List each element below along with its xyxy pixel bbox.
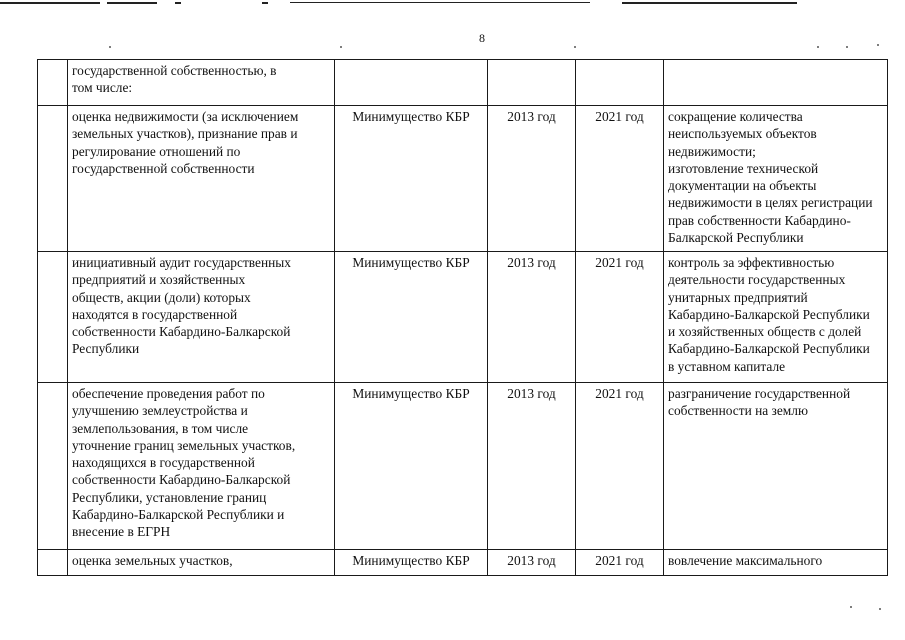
scan-speck: [574, 46, 576, 48]
result-line: документации на объекты: [668, 178, 817, 194]
scan-speck: [846, 46, 848, 48]
result-line: неиспользуемых объектов: [668, 126, 817, 142]
page-number: 8: [479, 31, 485, 45]
description-line: улучшению землеустройства и: [72, 403, 248, 419]
description-cell: [68, 252, 335, 383]
table-row: [38, 550, 888, 576]
description-line: предприятий и хозяйственных: [72, 272, 246, 288]
description-line: том числе:: [72, 80, 133, 96]
scan-speck: [340, 46, 342, 48]
result-cell: [664, 106, 888, 252]
result-line: и хозяйственных обществ с долей: [668, 324, 862, 340]
scan-line: [622, 2, 797, 4]
result-cell: [664, 60, 888, 106]
scan-speck: [109, 46, 111, 48]
end-year-cell: 2021 год: [576, 252, 664, 383]
start-year-cell: 2013 год: [488, 383, 576, 550]
start-year-cell: 2013 год: [488, 550, 576, 576]
description-line: обществ, акции (доли) которых: [72, 289, 251, 305]
result-line: контроль за эффективностью: [668, 255, 835, 270]
table-row: [38, 383, 888, 550]
result-cell: [664, 252, 888, 383]
end-year-cell: 2021 год: [576, 106, 664, 252]
table-row: [38, 60, 888, 106]
result-line: собственности на землю: [668, 403, 808, 419]
result-line: вовлечение максимального: [668, 553, 823, 568]
result-line: прав собственности Кабардино-: [668, 212, 851, 228]
description-line: оценка земельных участков,: [72, 553, 233, 568]
scan-line: [107, 2, 157, 4]
start-year-cell: [488, 60, 576, 106]
result-line: изготовление технической: [668, 160, 819, 176]
end-year-cell: [576, 60, 664, 106]
scan-line: [262, 2, 268, 4]
description-line: оценка недвижимости (за исключением: [72, 109, 299, 124]
description-cell: [68, 550, 335, 576]
description-cell: [68, 383, 335, 550]
executor-cell: Минимущество КБР: [335, 252, 488, 383]
result-cell: [664, 550, 888, 576]
number-cell: [38, 60, 68, 106]
description-line: уточнение границ земельных участков,: [72, 437, 296, 453]
description-line: внесение в ЕГРН: [72, 524, 171, 540]
number-cell: [38, 550, 68, 576]
start-year-cell: 2013 год: [488, 106, 576, 252]
result-line: недвижимости;: [668, 143, 756, 159]
executor-cell: Минимущество КБР: [335, 383, 488, 550]
number-cell: [38, 252, 68, 383]
scan-speck: [879, 608, 881, 610]
description-line: Республики: [72, 341, 140, 357]
description-line: Кабардино-Балкарской Республики и: [72, 507, 285, 523]
scan-line: [175, 2, 181, 4]
number-cell: [38, 106, 68, 252]
description-line: Республики, установление границ: [72, 489, 267, 505]
table-row: [38, 106, 888, 252]
result-line: сокращение количества: [668, 109, 803, 124]
result-line: деятельности государственных: [668, 272, 846, 288]
result-line: унитарных предприятий: [668, 289, 808, 305]
description-line: находящихся в государственной: [72, 455, 255, 471]
result-cell: [664, 383, 888, 550]
result-line: Кабардино-Балкарской Республики: [668, 306, 870, 322]
executor-cell: Минимущество КБР: [335, 550, 488, 576]
scan-speck: [877, 44, 879, 46]
description-line: собственности Кабардино-Балкарской: [72, 472, 291, 488]
description-line: регулирование отношений по: [72, 143, 241, 159]
description-line: землепользования, в том числе: [72, 420, 249, 436]
description-cell: [68, 106, 335, 252]
description-line: государственной собственностью, в: [72, 63, 277, 78]
measures-table: [37, 59, 888, 576]
result-line: Кабардино-Балкарской Республики: [668, 341, 870, 357]
result-line: в уставном капитале: [668, 358, 786, 374]
end-year-cell: 2021 год: [576, 550, 664, 576]
scan-speck: [850, 606, 852, 608]
description-line: земельных участков), признание прав и: [72, 126, 298, 142]
number-cell: [38, 383, 68, 550]
result-line: Балкарской Республики: [668, 230, 804, 246]
description-line: обеспечение проведения работ по: [72, 386, 265, 401]
start-year-cell: 2013 год: [488, 252, 576, 383]
description-line: собственности Кабардино-Балкарской: [72, 324, 291, 340]
scan-speck: [817, 46, 819, 48]
description-cell: [68, 60, 335, 106]
result-line: разграничение государственной: [668, 386, 851, 401]
executor-cell: Минимущество КБР: [335, 106, 488, 252]
scan-line: [0, 2, 100, 4]
end-year-cell: 2021 год: [576, 383, 664, 550]
scan-line: [290, 2, 590, 3]
description-line: инициативный аудит государственных: [72, 255, 292, 270]
result-line: недвижимости в целях регистрации: [668, 195, 873, 211]
description-line: находятся в государственной: [72, 306, 238, 322]
table-row: [38, 252, 888, 383]
executor-cell: [335, 60, 488, 106]
description-line: государственной собственности: [72, 160, 255, 176]
